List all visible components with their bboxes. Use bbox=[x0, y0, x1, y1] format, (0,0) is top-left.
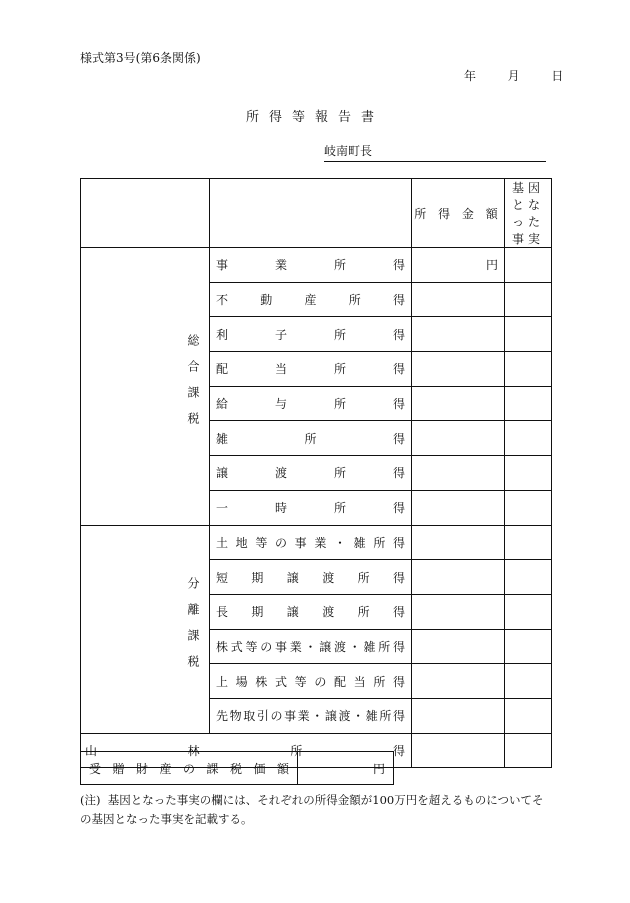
fact-field[interactable] bbox=[505, 352, 552, 387]
fact-field[interactable] bbox=[505, 560, 552, 595]
fact-field[interactable] bbox=[505, 664, 552, 699]
amount-field[interactable]: 円 bbox=[412, 248, 505, 283]
amount-field[interactable] bbox=[412, 560, 505, 595]
date-line bbox=[464, 67, 563, 84]
fact-field[interactable] bbox=[505, 282, 552, 317]
amount-field[interactable] bbox=[412, 421, 505, 456]
amount-field[interactable] bbox=[412, 352, 505, 387]
item-label: 株式等の事業・譲渡・雑所得 bbox=[210, 629, 412, 664]
item-label: 一時所得 bbox=[210, 490, 412, 525]
amount-field[interactable] bbox=[412, 490, 505, 525]
fact-field[interactable] bbox=[505, 456, 552, 491]
table-row bbox=[81, 248, 552, 283]
amount-field[interactable] bbox=[412, 698, 505, 733]
note bbox=[80, 791, 550, 829]
gift-amount-field[interactable]: 円 bbox=[298, 752, 394, 785]
item-label: 短期譲渡所得 bbox=[210, 560, 412, 595]
fact-field[interactable] bbox=[505, 525, 552, 560]
fact-field[interactable] bbox=[505, 733, 552, 768]
fact-field[interactable] bbox=[505, 594, 552, 629]
category-bunri bbox=[81, 525, 210, 733]
item-label: 配当所得 bbox=[210, 352, 412, 387]
amount-field[interactable] bbox=[412, 525, 505, 560]
fact-field[interactable] bbox=[505, 629, 552, 664]
item-label: 土地等の事業・雑所得 bbox=[210, 525, 412, 560]
amount-field[interactable] bbox=[412, 733, 505, 768]
month-label: 月 bbox=[507, 69, 520, 83]
day-label: 日 bbox=[551, 69, 564, 83]
forest-label: 山林所得 bbox=[81, 733, 412, 768]
fact-field[interactable] bbox=[505, 248, 552, 283]
fact-field[interactable] bbox=[505, 698, 552, 733]
fact-field[interactable] bbox=[505, 421, 552, 456]
fact-field[interactable] bbox=[505, 386, 552, 421]
header-amount: 所 得 金 額 bbox=[412, 179, 505, 248]
category-sogo bbox=[81, 248, 210, 526]
recipient-field[interactable]: 岐南町長 bbox=[324, 142, 546, 162]
form-number: 様式第3号(第6条関係) bbox=[80, 51, 201, 65]
table-row bbox=[81, 525, 552, 560]
gift-table bbox=[80, 751, 394, 785]
table-header-row bbox=[81, 179, 552, 248]
item-label: 長期譲渡所得 bbox=[210, 594, 412, 629]
item-label: 事業所得 bbox=[210, 248, 412, 283]
amount-field[interactable] bbox=[412, 629, 505, 664]
note-text: 基因となった事実の欄には、それぞれの所得金額が100万円を超えるものについてその基因となった事実を記載する。 bbox=[80, 793, 544, 826]
item-label: 不動産所得 bbox=[210, 282, 412, 317]
item-label: 上場株式等の配当所得 bbox=[210, 664, 412, 699]
amount-field[interactable] bbox=[412, 317, 505, 352]
year-label: 年 bbox=[464, 69, 477, 83]
item-label: 雑所得 bbox=[210, 421, 412, 456]
category-label: 分離課税 bbox=[186, 577, 200, 682]
income-table bbox=[80, 178, 552, 768]
amount-field[interactable] bbox=[412, 282, 505, 317]
header-blank-item-cell bbox=[210, 179, 412, 248]
item-label: 先物取引の事業・譲渡・雑所得 bbox=[210, 698, 412, 733]
amount-field[interactable] bbox=[412, 456, 505, 491]
amount-field[interactable] bbox=[412, 386, 505, 421]
amount-field[interactable] bbox=[412, 664, 505, 699]
amount-field[interactable] bbox=[412, 594, 505, 629]
gift-label: 受贈財産の課税価額 bbox=[81, 752, 298, 785]
item-label: 譲渡所得 bbox=[210, 456, 412, 491]
category-label: 総合課税 bbox=[186, 334, 200, 439]
gift-row bbox=[81, 752, 394, 785]
fact-field[interactable] bbox=[505, 317, 552, 352]
page-title: 所得等報告書 bbox=[245, 110, 384, 125]
header-blank-cell bbox=[81, 179, 210, 248]
note-prefix: (注) bbox=[80, 793, 101, 807]
fact-field[interactable] bbox=[505, 490, 552, 525]
item-label: 給与所得 bbox=[210, 386, 412, 421]
item-label: 利子所得 bbox=[210, 317, 412, 352]
header-fact: 基因となった事実 bbox=[505, 179, 552, 248]
